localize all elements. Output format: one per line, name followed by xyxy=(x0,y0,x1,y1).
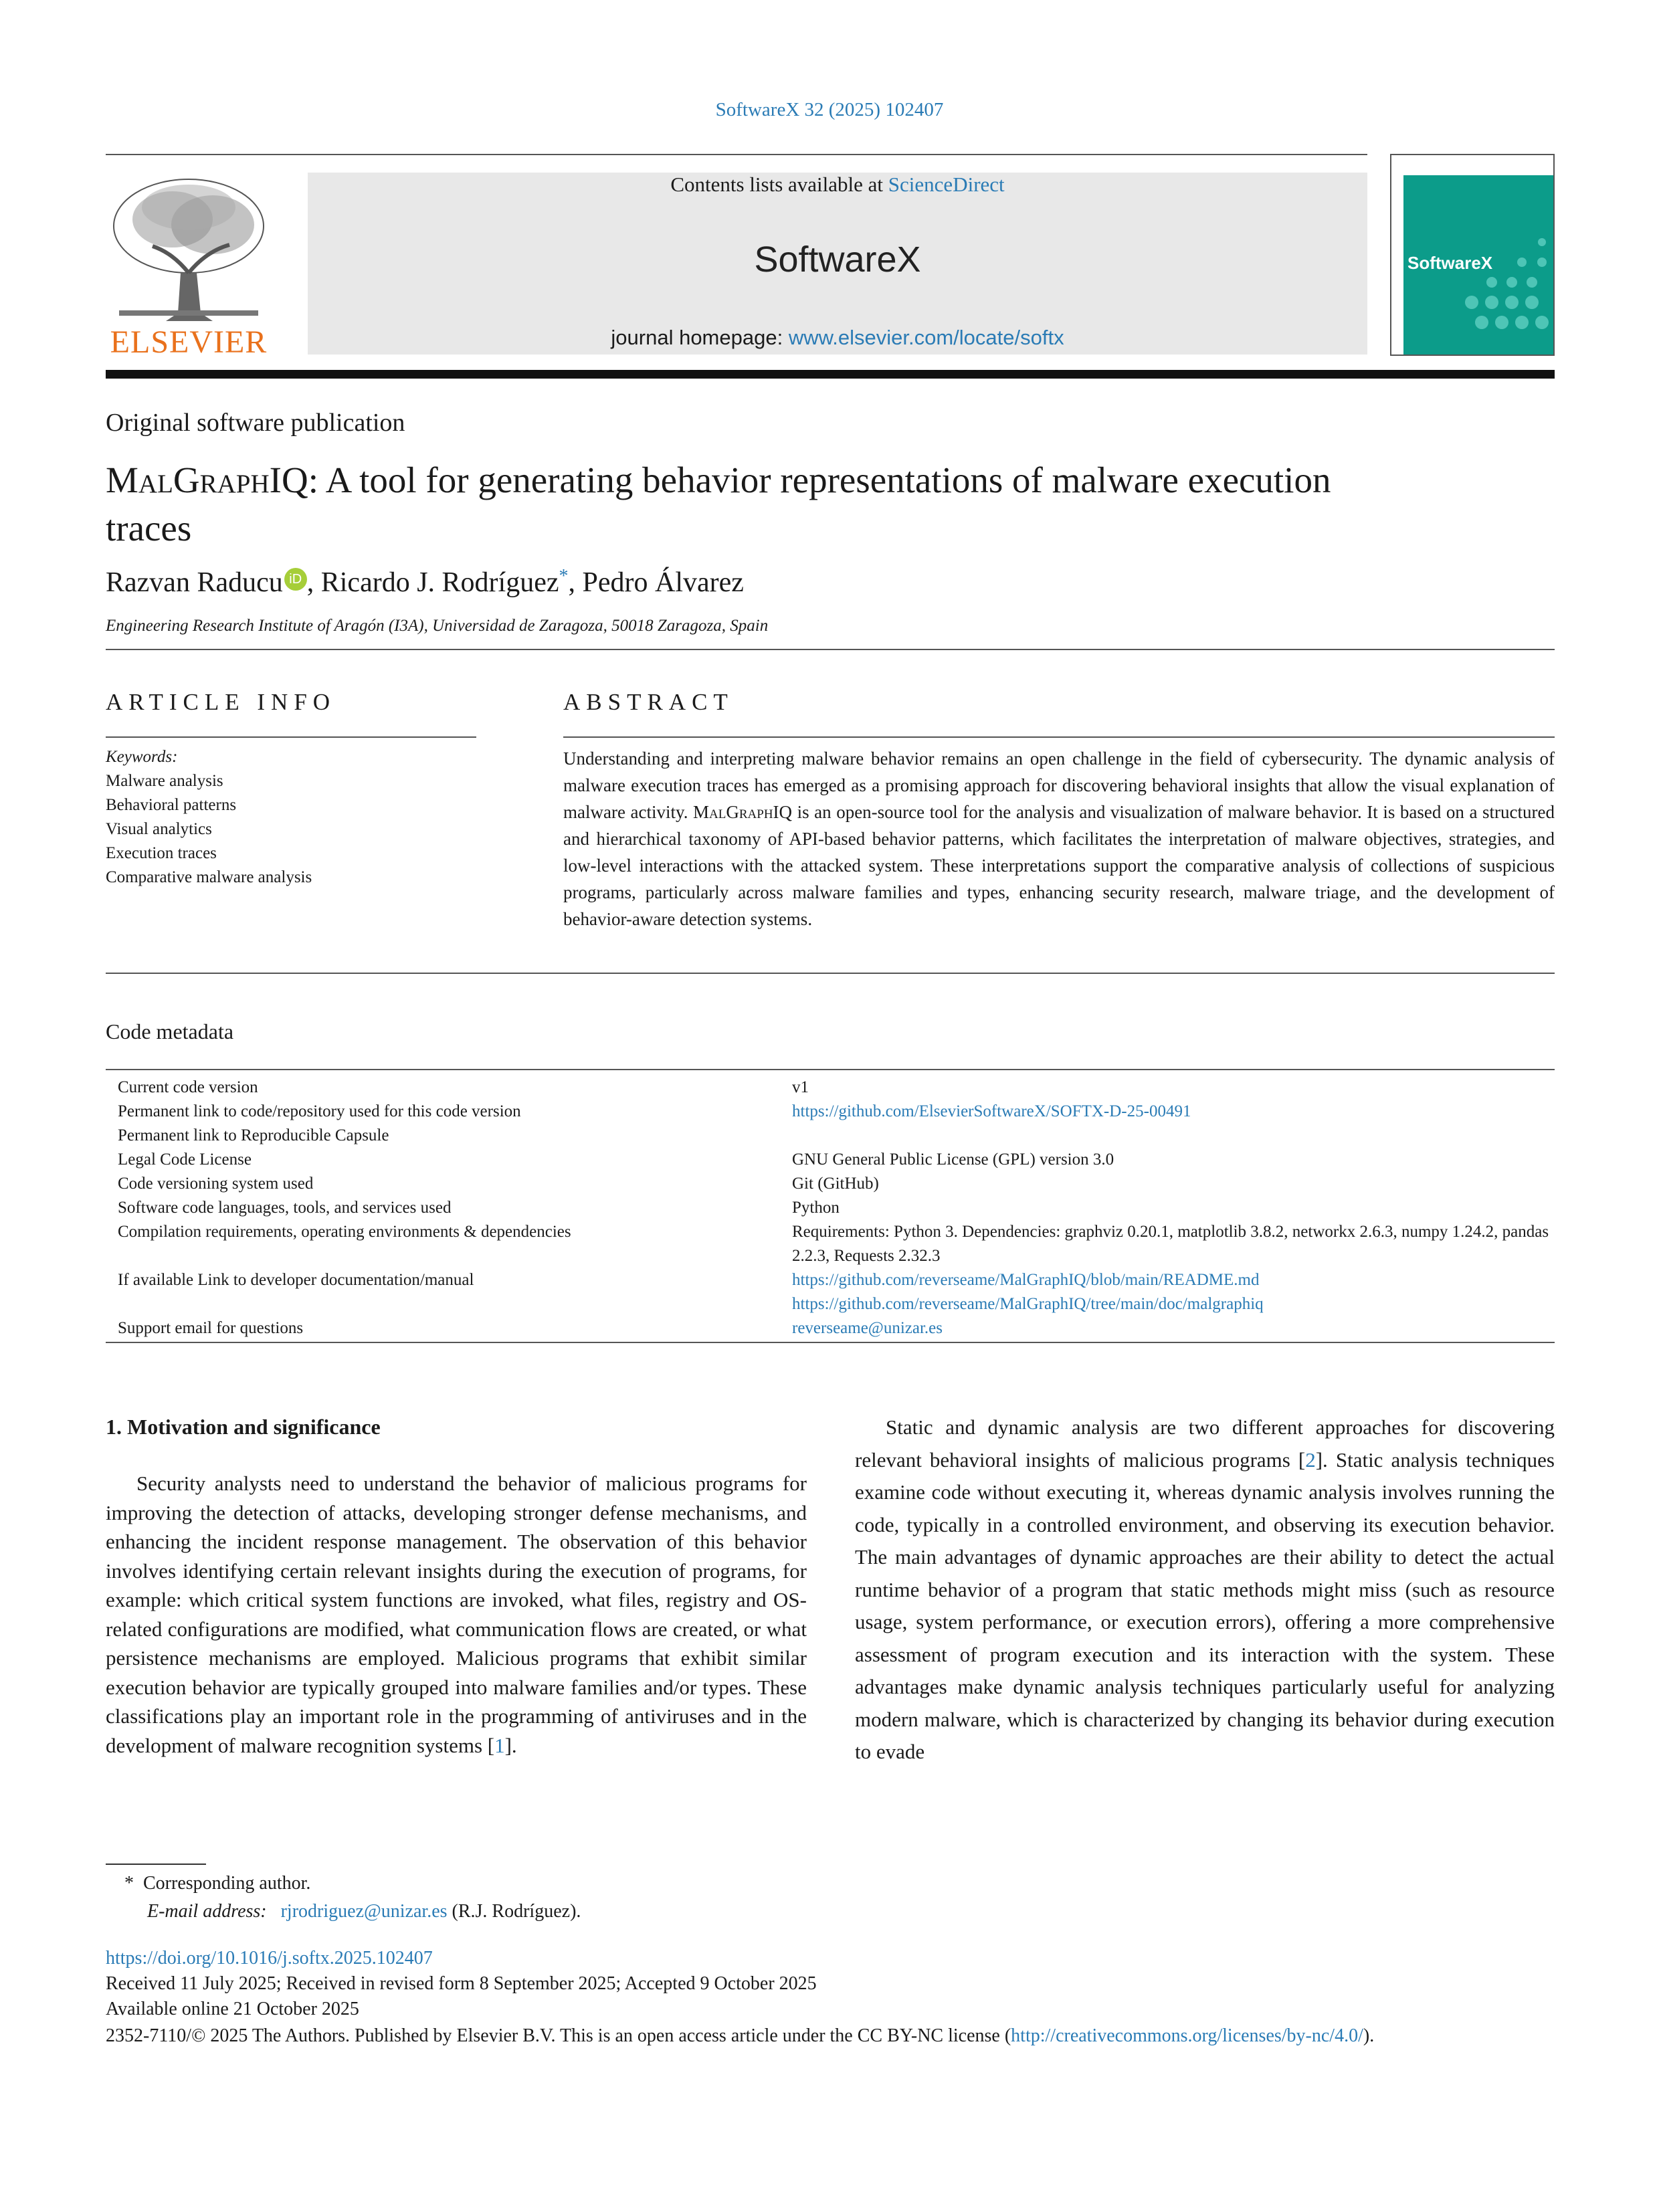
table-row xyxy=(118,1148,1549,1172)
available-online-date: Available online 21 October 2025 xyxy=(106,1999,359,2019)
table-row xyxy=(118,1220,1549,1268)
body-paragraph-left xyxy=(106,1469,807,1760)
metadata-key: Compilation requirements, operating environments & dependencies xyxy=(118,1223,571,1241)
abstract-part-2: IQ is an open-source tool for the analysis and visualization of malware behavior. It is based on a structured and hierarchical taxonomy of API-based behavior patterns, which facilitates the interpretation of malware objectives, strategies, and low-level interactions with the attacked system. These interpretations support the comparative analysis of collections of suspicious programs, particularly across malware families and types, enhancing security research, malware triage, and the development of behavior-aware detection systems. xyxy=(563,802,1555,929)
article-title xyxy=(106,456,1343,552)
author-3[interactable]: , Pedro Álvarez xyxy=(568,567,744,598)
license-prefix: 2352-7110/© 2025 The Authors. Published by Elsevier B.V. This is an open access article under the CC BY-NC license ( xyxy=(106,2025,1011,2046)
sciencedirect-link[interactable]: ScienceDirect xyxy=(888,173,1005,196)
affiliation: Engineering Research Institute of Aragón (I3A), Universidad de Zaragoza, 50018 Zaragoza, Spain xyxy=(106,617,769,635)
footnote-rule xyxy=(106,1864,206,1865)
metadata-key xyxy=(118,1292,792,1316)
orcid-icon[interactable]: iD xyxy=(284,568,307,591)
affiliation-rule xyxy=(106,649,1555,650)
code-metadata-bottom-rule xyxy=(106,1342,1555,1343)
paragraph-text-end: ]. xyxy=(504,1733,517,1757)
code-metadata-table xyxy=(118,1076,1549,1340)
citation-link[interactable]: 2 xyxy=(1305,1447,1316,1472)
top-rule xyxy=(106,154,1367,155)
contents-prefix: Contents lists available at xyxy=(670,173,888,196)
metadata-value: Python xyxy=(792,1199,840,1217)
license-statement xyxy=(106,2023,1555,2049)
metadata-value xyxy=(792,1124,1549,1148)
homepage-link[interactable]: www.elsevier.com/locate/softx xyxy=(788,326,1064,349)
metadata-key: Permanent link to Reproducible Capsule xyxy=(118,1126,389,1144)
title-rest: IQ: A tool for generating behavior representations of malware execution traces xyxy=(106,460,1331,548)
paragraph-text: Security analysts need to understand the behavior of malicious programs for improving the detection of attacks, developing stronger defense mechanisms, and enhancing the incident response management. The observation of this behavior involves identifying certain relevant insights during the execution of programs, for example: which critical system functions are invoked, what files, registry and OS-related configurations are modified, what communication flows are created, or what persistence mechanisms are employed. Malicious programs that exhibit similar execution behavior are typically grouped into malware families and/or types. These classifications play an important role in the programming of antiviruses and in the development of malware recognition systems [ xyxy=(106,1472,807,1757)
metadata-key: Current code version xyxy=(118,1078,258,1096)
section-heading: 1. Motivation and significance xyxy=(106,1415,381,1439)
metadata-key: Legal Code License xyxy=(118,1150,252,1169)
body-paragraph-right xyxy=(855,1411,1555,1769)
abstract-heading: ABSTRACT xyxy=(563,689,734,715)
license-link[interactable]: http://creativecommons.org/licenses/by-nc/4.0/ xyxy=(1011,2025,1363,2046)
journal-title: SoftwareX xyxy=(754,239,921,280)
metadata-key: If available Link to developer documentation/manual xyxy=(118,1271,474,1289)
journal-reference[interactable]: SoftwareX 32 (2025) 102407 xyxy=(715,99,944,120)
abstract-part-1: Understanding and interpreting malware behavior remains an open challenge in the field of cybersecurity. The dynamic analysis of malware execution traces has emerged as a promising approach for discovering behavioral insights that allow the visual explanation of malware activity. xyxy=(563,748,1555,822)
keyword-item: Visual analytics xyxy=(106,820,212,838)
repository-link[interactable]: https://github.com/ElsevierSoftwareX/SOFTX-D-25-00491 xyxy=(792,1102,1191,1120)
elsevier-wordmark: ELSEVIER xyxy=(110,324,268,360)
author-email-link[interactable]: rjrodriguez@unizar.es xyxy=(280,1901,448,1922)
abstract-text xyxy=(563,745,1555,932)
keyword-item: Malware analysis xyxy=(106,772,223,790)
code-metadata-heading: Code metadata xyxy=(106,1019,234,1043)
metadata-value: GNU General Public License (GPL) version 3.0 xyxy=(792,1150,1114,1169)
keywords-block xyxy=(106,745,312,890)
metadata-key: Support email for questions xyxy=(118,1319,304,1337)
table-row xyxy=(118,1172,1549,1196)
table-row xyxy=(118,1316,1549,1340)
author-2[interactable]: , Ricardo J. Rodríguez xyxy=(306,567,559,598)
doi-link[interactable] xyxy=(106,1948,433,1969)
metadata-key: Code versioning system used xyxy=(118,1175,314,1193)
keyword-item: Behavioral patterns xyxy=(106,796,237,814)
contents-line xyxy=(308,173,1367,197)
title-tool-name: MalGraph xyxy=(106,460,270,500)
code-metadata-top-rule xyxy=(106,1069,1555,1070)
metadata-value: Requirements: Python 3. Dependencies: graphviz 0.20.1, matplotlib 3.8.2, networkx 2.6.3, numpy 1.24.2, pandas 2.2.3, Requests 2.32.3 xyxy=(792,1223,1549,1265)
author-list xyxy=(106,566,744,599)
footnote-email xyxy=(147,1901,581,1922)
cover-title: SoftwareX xyxy=(1407,253,1493,273)
article-info-heading: ARTICLE INFO xyxy=(106,689,336,715)
footnote-mark: * xyxy=(124,1873,134,1894)
metadata-value: Git (GitHub) xyxy=(792,1175,879,1193)
documentation-link[interactable]: https://github.com/reverseame/MalGraphIQ/tree/main/doc/malgraphiq xyxy=(792,1295,1264,1313)
keyword-item: Comparative malware analysis xyxy=(106,868,312,886)
journal-cover-thumbnail[interactable] xyxy=(1390,154,1555,356)
abstract-end-rule xyxy=(106,973,1555,974)
author-1[interactable]: Razvan Raducu xyxy=(106,567,283,598)
publication-type: Original software publication xyxy=(106,409,405,437)
documentation-link[interactable]: https://github.com/reverseame/MalGraphIQ/blob/main/README.md xyxy=(792,1271,1260,1289)
support-email-link[interactable]: reverseame@unizar.es xyxy=(792,1319,943,1337)
article-info-rule xyxy=(106,736,476,738)
license-suffix: ). xyxy=(1363,2025,1375,2046)
metadata-key: Permanent link to code/repository used for this code version xyxy=(118,1102,521,1120)
paragraph-text-end: ]. Static analysis techniques examine code without executing it, whereas dynamic analysis involves running the code, typically in a controlled environment, and observing its execution behavior. The main advantages of dynamic approaches are their ability to detect the actual runtime behavior of a program that static methods might miss (such as resource usage, system performance, or execution errors), offering a more comprehensive assessment of program execution and its interaction with the system. These advantages make dynamic analysis techniques particularly useful for analyzing modern malware, which is characterized by changing its behavior during execution to evade xyxy=(855,1447,1555,1763)
received-dates: Received 11 July 2025; Received in revised form 8 September 2025; Accepted 9 October 2025 xyxy=(106,1973,817,1994)
table-row xyxy=(118,1268,1549,1292)
abstract-rule xyxy=(563,736,1555,738)
metadata-key: Software code languages, tools, and services used xyxy=(118,1199,452,1217)
corresponding-author-mark[interactable]: * xyxy=(559,566,569,587)
header-thick-rule xyxy=(106,370,1555,379)
table-row xyxy=(118,1124,1549,1148)
table-row xyxy=(118,1076,1549,1100)
abstract-tool-name: MalGraph xyxy=(693,802,773,822)
metadata-value: v1 xyxy=(792,1078,809,1096)
journal-homepage xyxy=(308,326,1367,350)
paragraph-text: Static and dynamic analysis are two different approaches for discovering relevant behavioral insights of malicious programs [ xyxy=(855,1415,1555,1472)
email-suffix: (R.J. Rodríguez). xyxy=(447,1901,581,1922)
citation-link[interactable]: 1 xyxy=(494,1733,505,1757)
footnote-corresponding xyxy=(124,1873,310,1894)
keyword-item: Execution traces xyxy=(106,844,217,862)
keywords-label: Keywords: xyxy=(106,748,178,766)
table-row xyxy=(118,1292,1549,1316)
table-row xyxy=(118,1196,1549,1220)
footnote-text: Corresponding author. xyxy=(143,1873,311,1894)
table-row xyxy=(118,1100,1549,1124)
homepage-prefix: journal homepage: xyxy=(611,326,789,349)
doi-url[interactable]: https://doi.org/10.1016/j.softx.2025.102407 xyxy=(106,1948,433,1969)
email-label: E-mail address: xyxy=(147,1901,267,1922)
